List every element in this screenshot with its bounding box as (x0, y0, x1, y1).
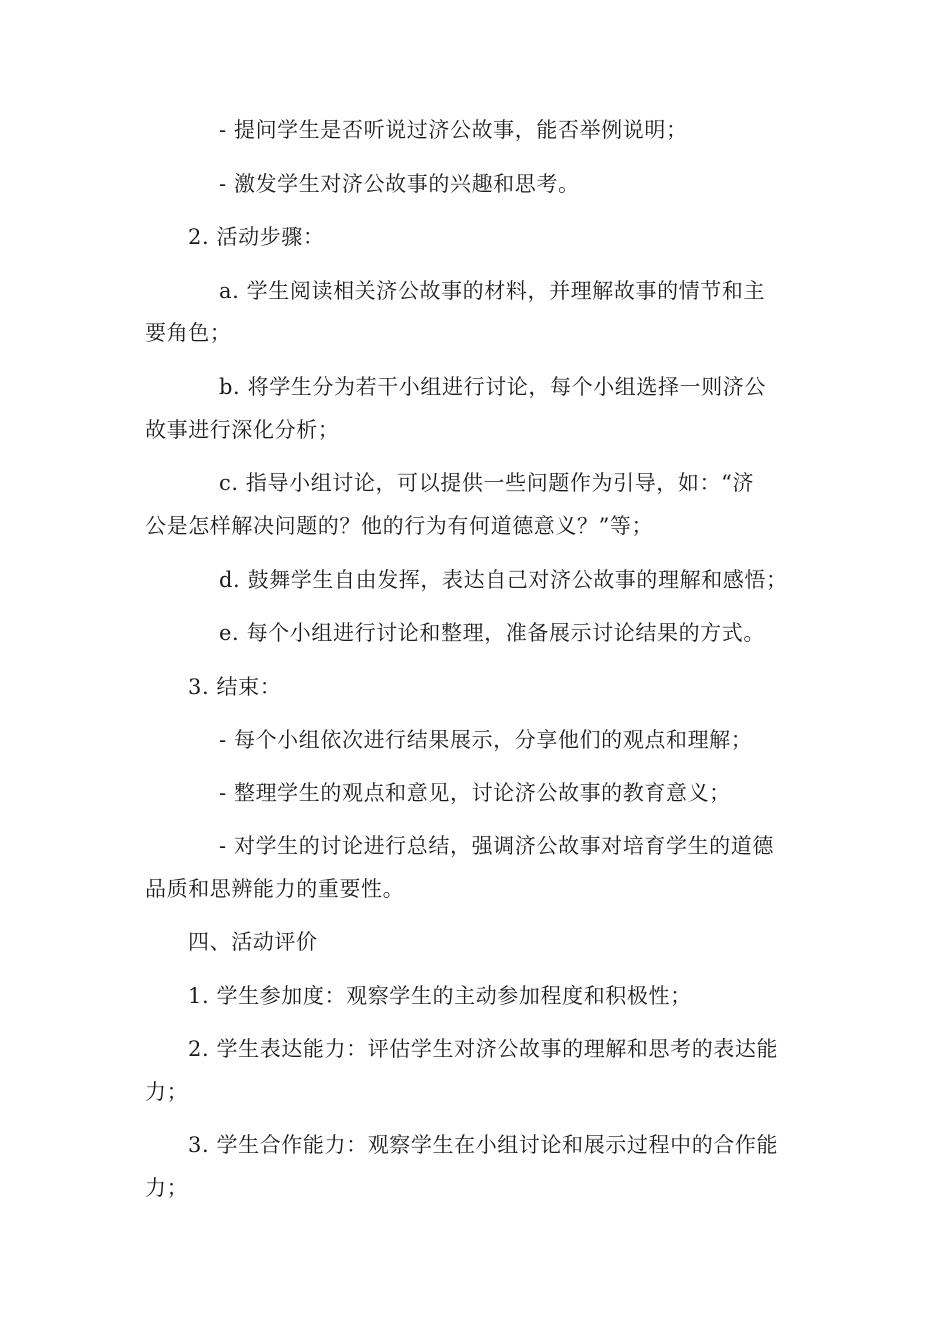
text-line: d. 鼓舞学生自由发挥，表达自己对济公故事的理解和感悟； (219, 568, 788, 592)
text-line: - 对学生的讨论进行总结，强调济公故事对培育学生的道德 (219, 834, 774, 858)
text-line: 3. 学生合作能力：观察学生在小组讨论和展示过程中的合作能 (188, 1133, 779, 1157)
text-line: - 提问学生是否听说过济公故事，能否举例说明； (219, 118, 688, 142)
text-line: 3. 结束： (188, 675, 282, 699)
text-line: 2. 活动步骤： (188, 225, 325, 249)
text-line: - 激发学生对济公故事的兴趣和思考。 (219, 172, 580, 196)
text-line: 要角色； (145, 321, 232, 345)
text-line: 力； (145, 1176, 189, 1200)
text-line: - 整理学生的观点和意见，讨论济公故事的教育意义； (219, 781, 731, 805)
text-line: 1. 学生参加度：观察学生的主动参加程度和积极性； (188, 984, 692, 1008)
text-line: - 每个小组依次进行结果展示，分享他们的观点和理解； (219, 728, 753, 752)
text-line: 故事进行深化分析； (145, 418, 340, 442)
text-line: 公是怎样解决问题的？他的行为有何道德意义？”等； (145, 514, 654, 538)
text-line: b. 将学生分为若干小组进行讨论，每个小组选择一则济公 (219, 375, 766, 399)
text-line: a. 学生阅读相关济公故事的材料，并理解故事的情节和主 (219, 279, 766, 303)
text-line: 品质和思辨能力的重要性。 (145, 877, 405, 901)
text-line: e. 每个小组进行讨论和整理，准备展示讨论结果的方式。 (219, 621, 765, 645)
text-line: c. 指导小组讨论，可以提供一些问题作为引导，如：“济 (219, 471, 755, 495)
text-line: 2. 学生表达能力：评估学生对济公故事的理解和思考的表达能 (188, 1037, 779, 1061)
text-line: 力； (145, 1080, 189, 1104)
text-line: 四、活动评价 (188, 930, 318, 954)
